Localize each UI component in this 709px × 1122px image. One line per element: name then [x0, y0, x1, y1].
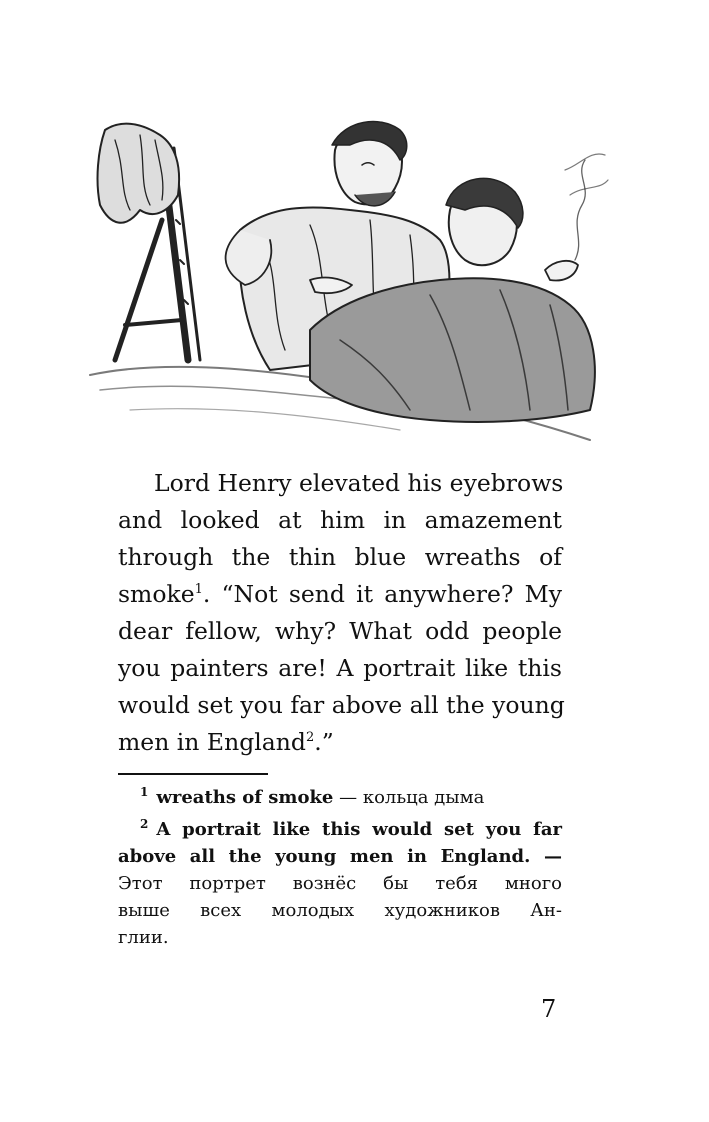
- footnote-mark-2: 2: [305, 730, 315, 746]
- footnote-term: wreaths of smoke: [156, 787, 334, 808]
- text-line: [118, 576, 562, 613]
- text-span: Lord Henry elevated his eyebrows: [154, 469, 564, 497]
- text-span: men in England: [118, 728, 306, 756]
- footnote-dash: —: [530, 846, 562, 867]
- text-span: dear fellow, why? What odd people: [118, 617, 562, 645]
- footnote-divider: [118, 773, 268, 775]
- footnote-1: [118, 784, 562, 811]
- footnote-number: 2: [140, 817, 149, 831]
- footnote-line: [118, 924, 562, 951]
- footnote-line: [118, 897, 562, 924]
- footnote-term: A portrait like this would set you far: [156, 819, 562, 840]
- text-line: [118, 613, 562, 650]
- footnote-2: [118, 816, 562, 951]
- text-span: .”: [314, 728, 334, 756]
- text-line: [118, 724, 562, 761]
- footnote-translation: — кольца дыма: [333, 787, 485, 808]
- page-number: 7: [541, 995, 557, 1023]
- footnotes: [118, 784, 562, 951]
- footnote-term: above all the young men in England.: [118, 846, 531, 867]
- footnote-translation: выше всех молодых художников Ан-: [118, 900, 562, 921]
- sketch-illustration-icon: [70, 110, 630, 455]
- footnote-line: [118, 870, 562, 897]
- text-span: through the thin blue wreaths of: [118, 543, 562, 571]
- illustration: [70, 110, 630, 455]
- text-span: would set you far above all the young: [118, 691, 565, 719]
- text-line: [118, 687, 565, 724]
- text-span: and looked at him in amazement: [118, 506, 562, 534]
- footnote-translation: Этот портрет вознёс бы тебя много: [118, 873, 562, 894]
- footnote-line: [118, 816, 562, 843]
- text-span: smoke: [118, 580, 195, 608]
- text-span: you painters are! A portrait like this: [118, 654, 562, 682]
- text-line: [118, 465, 562, 502]
- footnote-mark-1: 1: [194, 582, 203, 598]
- footnote-number: 1: [140, 785, 149, 799]
- text-span: . “Not send it anywhere? My: [202, 580, 562, 608]
- footnote-line: [118, 784, 562, 811]
- footnote-translation: глии.: [118, 927, 169, 948]
- text-line: [118, 539, 562, 576]
- text-line: [118, 502, 562, 539]
- text-line: [118, 650, 562, 687]
- main-paragraph: [118, 465, 565, 761]
- footnote-line: [118, 843, 562, 870]
